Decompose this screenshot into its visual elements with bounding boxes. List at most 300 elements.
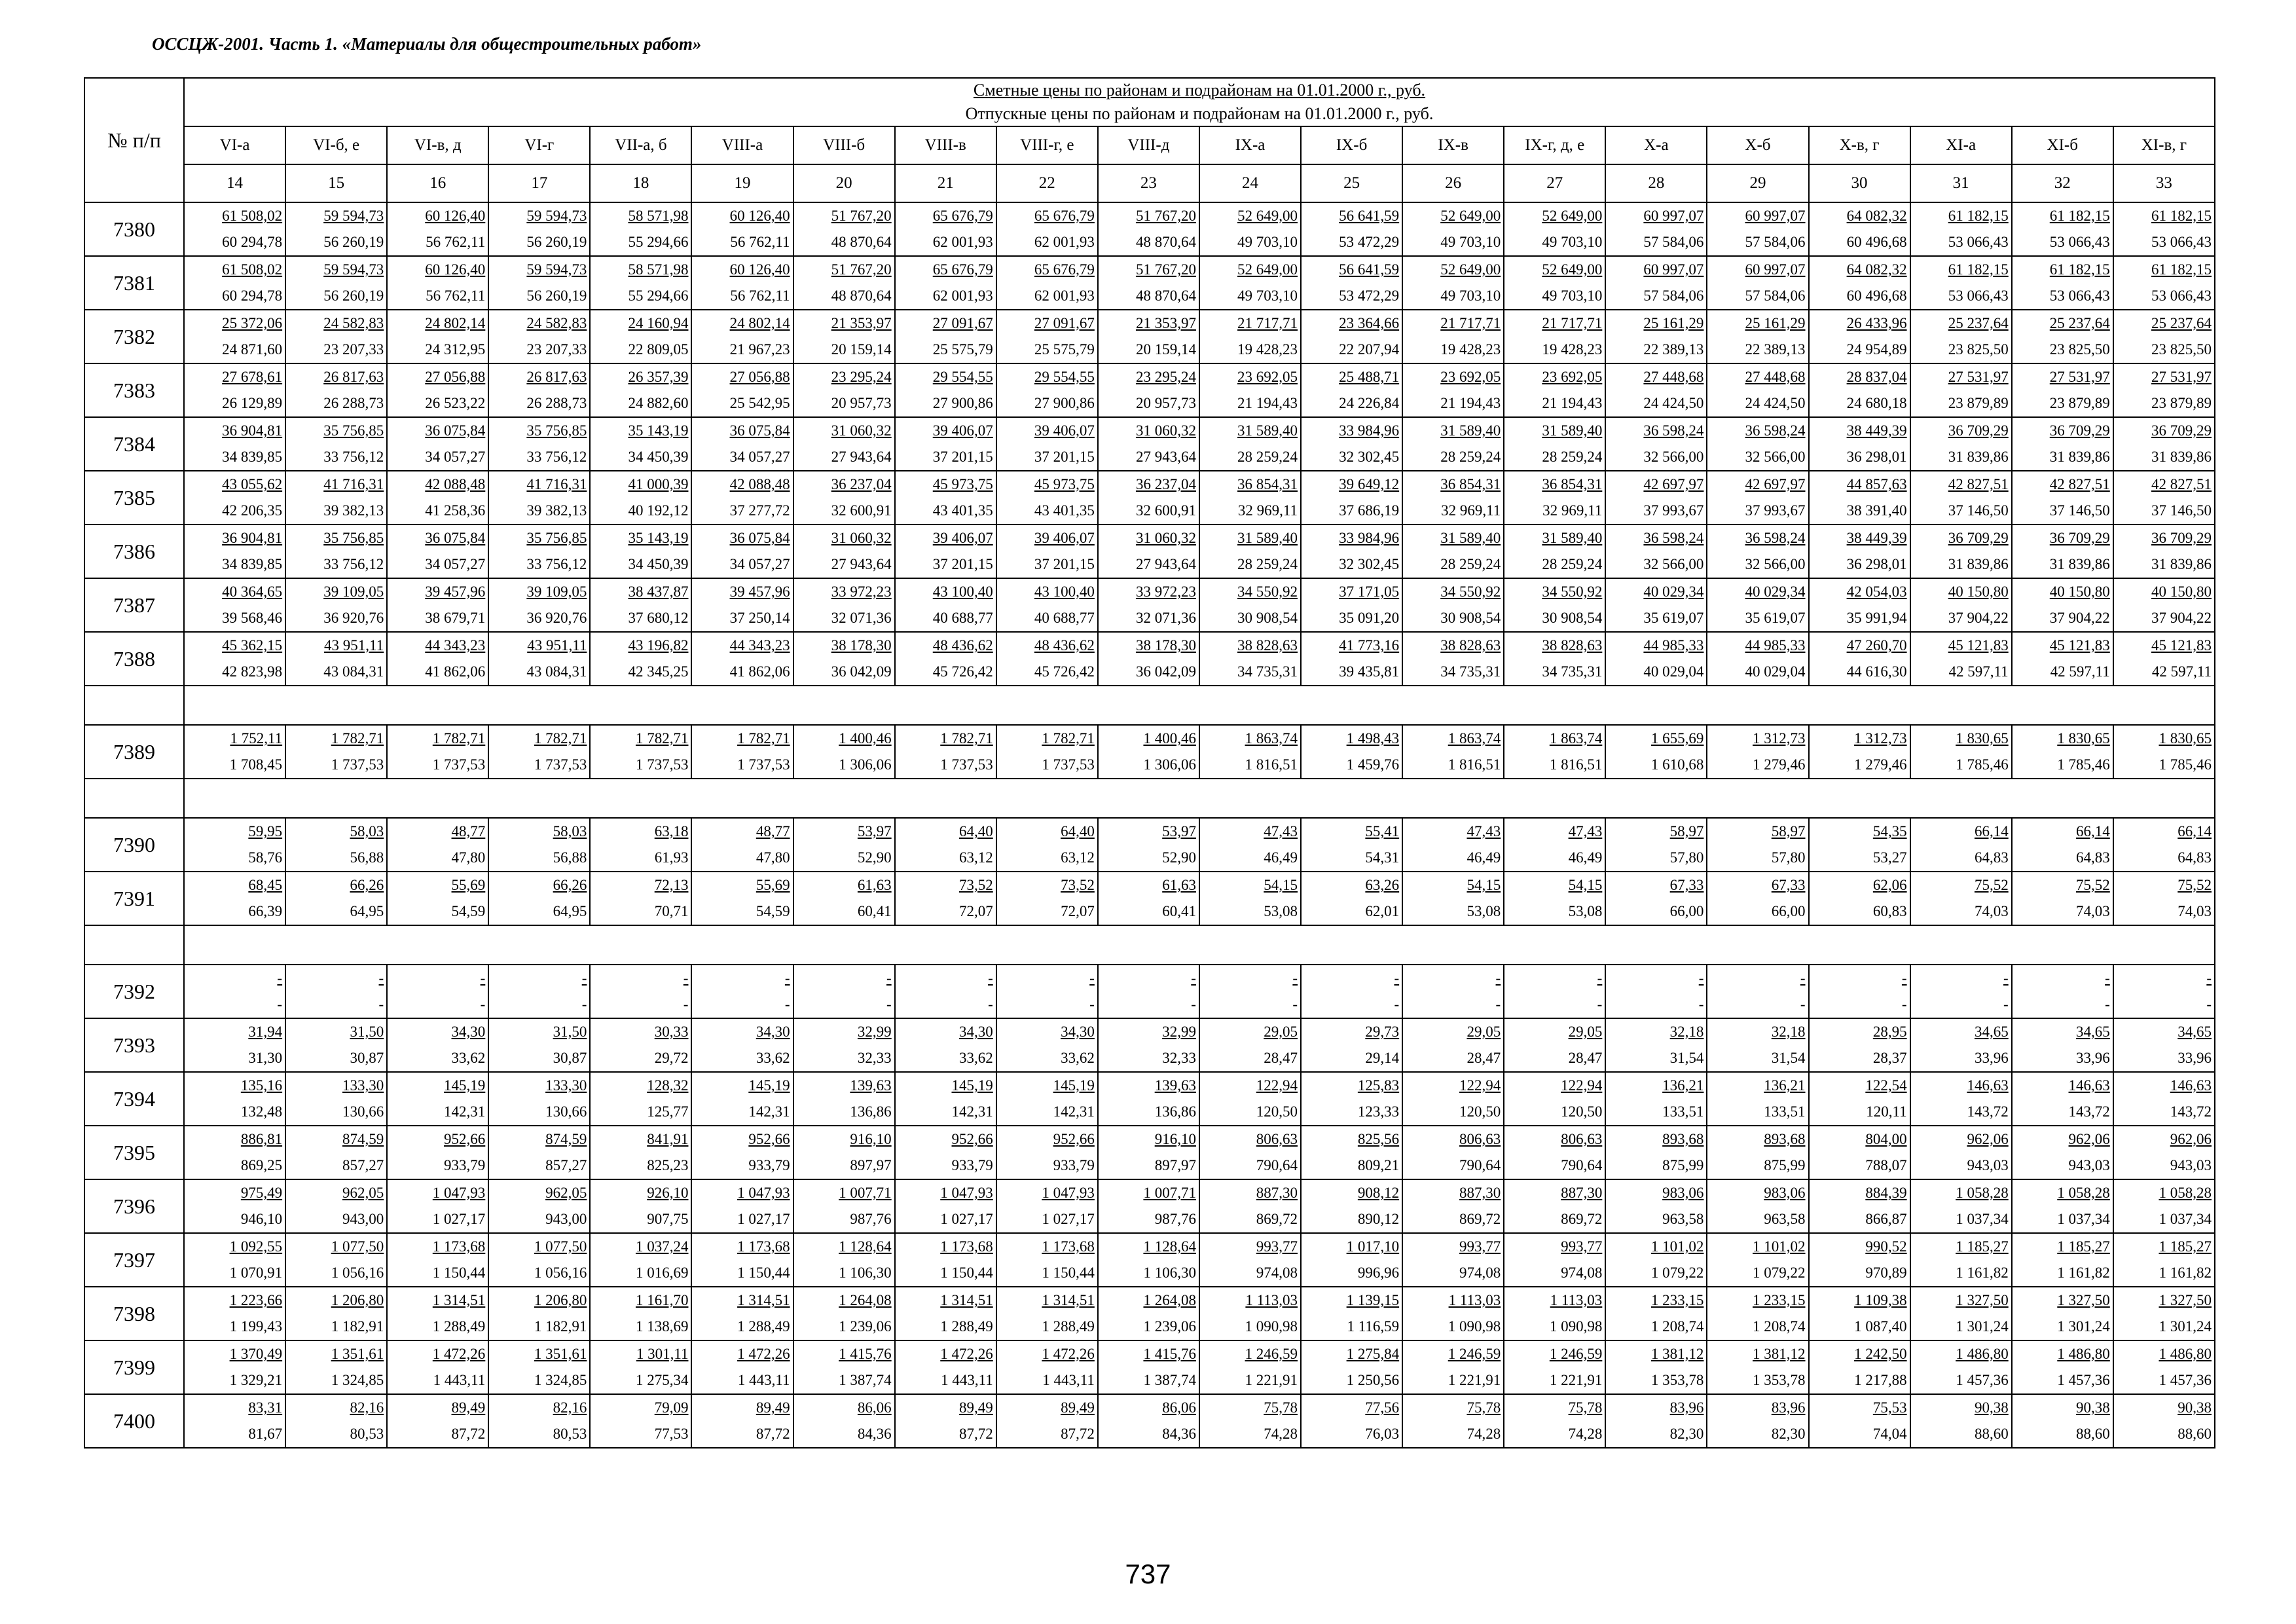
estimate-price: 806,63 (1561, 1131, 1603, 1147)
price-cell (1910, 1340, 2012, 1394)
price-cell (1605, 632, 1707, 686)
release-price: 49 703,10 (1237, 234, 1298, 250)
estimate-price: 32,99 (857, 1024, 892, 1040)
price-cell (2012, 202, 2113, 256)
release-price: 23 207,33 (526, 341, 587, 358)
table-row (84, 1072, 2215, 1126)
price-cell (1809, 1018, 1910, 1072)
estimate-price: 51 767,20 (1135, 208, 1196, 224)
table-row (84, 525, 2215, 578)
estimate-price: 1 312,73 (1753, 730, 1806, 747)
price-cell (1707, 872, 1808, 925)
release-price: 39 568,46 (222, 610, 283, 626)
release-price: - (1292, 996, 1298, 1012)
price-cell (1301, 417, 1402, 471)
estimate-price: 36 904,81 (222, 530, 283, 546)
price-cell (1504, 363, 1605, 417)
estimate-price: 887,30 (1459, 1185, 1501, 1201)
release-price: 1 288,49 (432, 1318, 486, 1335)
release-price: - (277, 996, 283, 1012)
release-price: 74,04 (1872, 1426, 1907, 1442)
release-price: 44 616,30 (1846, 663, 1907, 680)
price-cell (691, 417, 793, 471)
estimate-price: 1 863,74 (1245, 730, 1298, 747)
price-cell (793, 818, 895, 872)
release-price: 123,33 (1357, 1103, 1400, 1120)
estimate-price: 65 676,79 (932, 261, 993, 278)
release-price: 37 904,22 (2049, 610, 2110, 626)
price-cell (691, 363, 793, 417)
price-cell (285, 578, 387, 632)
estimate-price: 1 314,51 (432, 1292, 486, 1308)
price-cell (488, 965, 590, 1018)
estimate-price: 23 295,24 (831, 369, 892, 385)
estimate-price: 31,50 (553, 1024, 587, 1040)
estimate-price: 34,30 (451, 1024, 486, 1040)
price-cell (1098, 1072, 1199, 1126)
release-price: 32 302,45 (1339, 556, 1400, 572)
estimate-price: 1 017,10 (1346, 1238, 1400, 1255)
estimate-price: 1 370,49 (229, 1346, 283, 1362)
release-price: 946,10 (240, 1211, 283, 1227)
estimate-price: - (1191, 970, 1196, 986)
price-cell (1098, 256, 1199, 310)
price-cell (1910, 202, 2012, 256)
release-price: 37 277,72 (729, 502, 790, 519)
estimate-price: 1 400,46 (1143, 730, 1196, 747)
release-price: 1 737,53 (635, 756, 689, 773)
release-price: 33,62 (451, 1050, 486, 1066)
price-cell (895, 965, 996, 1018)
price-cell (691, 965, 793, 1018)
price-cell (1301, 202, 1402, 256)
estimate-price: 34,65 (2178, 1024, 2212, 1040)
estimate-price: 133,30 (545, 1077, 587, 1094)
estimate-price: 990,52 (1865, 1238, 1907, 1255)
column-number: 16 (387, 164, 488, 202)
estimate-price: 47,43 (1467, 823, 1501, 840)
table-row (84, 872, 2215, 925)
estimate-price: 60 997,07 (1643, 208, 1704, 224)
estimate-price: 1 092,55 (229, 1238, 283, 1255)
price-cell (285, 525, 387, 578)
estimate-price: 41 716,31 (526, 476, 587, 492)
estimate-price: 61 508,02 (222, 261, 283, 278)
estimate-price: 31 589,40 (1440, 530, 1501, 546)
release-price: 1 106,30 (1143, 1264, 1196, 1281)
price-cell (285, 1394, 387, 1448)
price-cell (1605, 1394, 1707, 1448)
release-price: 57 584,06 (1745, 287, 1806, 304)
price-cell (793, 632, 895, 686)
estimate-price: 1 327,50 (2057, 1292, 2110, 1308)
price-cell (1301, 256, 1402, 310)
price-cell (996, 1394, 1098, 1448)
price-cell (1402, 202, 1504, 256)
estimate-price: 136,21 (1764, 1077, 1806, 1094)
price-cell (1707, 1179, 1808, 1233)
estimate-price: 47 260,70 (1846, 637, 1907, 654)
estimate-price: 58,03 (553, 823, 587, 840)
estimate-price: 23 364,66 (1339, 315, 1400, 331)
price-cell (1301, 1126, 1402, 1179)
release-price: 897,97 (850, 1157, 892, 1173)
price-cell (488, 471, 590, 525)
estimate-price: 1 223,66 (229, 1292, 283, 1308)
estimate-price: 27 678,61 (222, 369, 283, 385)
estimate-price: 38 828,63 (1237, 637, 1298, 654)
release-price: 28 259,24 (1440, 556, 1501, 572)
estimate-price: 89,49 (1061, 1399, 1095, 1416)
row-number: 7398 (84, 1287, 184, 1340)
release-price: 1 217,88 (1854, 1372, 1907, 1388)
estimate-price: 63,18 (654, 823, 689, 840)
estimate-price: 41 000,39 (628, 476, 689, 492)
price-cell (895, 872, 996, 925)
estimate-price: 1 173,68 (940, 1238, 993, 1255)
release-price: 39 382,13 (323, 502, 384, 519)
estimate-price: 90,38 (2178, 1399, 2212, 1416)
price-cell (488, 310, 590, 363)
price-cell (590, 525, 691, 578)
estimate-price: 1 113,03 (1550, 1292, 1603, 1308)
release-price: 23 879,89 (1948, 395, 2009, 411)
release-price: 34 735,31 (1542, 663, 1603, 680)
estimate-price: 36 709,29 (2049, 422, 2110, 439)
release-price: 56 762,11 (730, 234, 790, 250)
price-cell (1504, 725, 1605, 779)
release-price: 33 756,12 (323, 449, 384, 465)
release-price: 28 259,24 (1237, 556, 1298, 572)
estimate-price: 122,94 (1459, 1077, 1501, 1094)
release-price: 40 688,77 (932, 610, 993, 626)
release-price: 56,88 (553, 849, 587, 866)
release-price: 52,90 (1162, 849, 1196, 866)
region-header: X-б (1707, 126, 1808, 164)
release-price: - (378, 996, 384, 1012)
column-number: 29 (1707, 164, 1808, 202)
release-price: 23 207,33 (323, 341, 384, 358)
release-price: 1 279,46 (1854, 756, 1907, 773)
release-price: 1 150,44 (432, 1264, 486, 1281)
release-price: 53 472,29 (1339, 234, 1400, 250)
release-price: 1 329,21 (229, 1372, 283, 1388)
release-price: 47,80 (756, 849, 790, 866)
release-price: 1 387,74 (1143, 1372, 1196, 1388)
estimate-price: 83,31 (248, 1399, 283, 1416)
estimate-price: 21 717,71 (1542, 315, 1603, 331)
table-row (84, 1394, 2215, 1448)
release-price: 48 870,64 (831, 287, 892, 304)
price-cell (184, 872, 285, 925)
price-cell (285, 310, 387, 363)
price-cell (2113, 1287, 2215, 1340)
estimate-price: 34,30 (959, 1024, 993, 1040)
estimate-price: 38 828,63 (1542, 637, 1603, 654)
price-cell (1504, 417, 1605, 471)
estimate-price: 39 406,07 (1034, 530, 1095, 546)
release-price: 26 523,22 (425, 395, 486, 411)
column-number: 28 (1605, 164, 1707, 202)
estimate-price: 1 101,02 (1753, 1238, 1806, 1255)
price-cell (590, 965, 691, 1018)
price-cell (996, 1126, 1098, 1179)
estimate-price: 42 088,48 (425, 476, 486, 492)
release-price: 37 250,14 (729, 610, 790, 626)
release-price: 88,60 (2076, 1426, 2110, 1442)
price-cell (1605, 818, 1707, 872)
release-price: 1 056,16 (331, 1264, 384, 1281)
price-cell (793, 1072, 895, 1126)
region-header: IX-б (1301, 126, 1402, 164)
release-price: 40 192,12 (628, 502, 689, 519)
price-cell (1809, 1340, 1910, 1394)
release-price: 33 756,12 (526, 556, 587, 572)
estimate-price: 1 314,51 (1042, 1292, 1095, 1308)
price-cell (387, 632, 488, 686)
estimate-price: 90,38 (1974, 1399, 2009, 1416)
estimate-price: 25 237,64 (2049, 315, 2110, 331)
price-cell (387, 1072, 488, 1126)
estimate-price: 44 343,23 (729, 637, 790, 654)
release-price: 34 057,27 (729, 449, 790, 465)
estimate-price: 31 589,40 (1237, 422, 1298, 439)
price-cell (1809, 872, 1910, 925)
price-cell (1910, 1126, 2012, 1179)
price-cell (590, 1233, 691, 1287)
price-cell (1098, 1233, 1199, 1287)
release-price: 1 138,69 (635, 1318, 689, 1335)
price-cell (488, 818, 590, 872)
release-price: 37 680,12 (628, 610, 689, 626)
estimate-price: 75,52 (1974, 877, 2009, 893)
release-price: 143,72 (2068, 1103, 2110, 1120)
release-price: 23 825,50 (1948, 341, 2009, 358)
price-cell (590, 363, 691, 417)
price-cell (1402, 471, 1504, 525)
release-price: 49 703,10 (1542, 287, 1603, 304)
price-cell (590, 202, 691, 256)
estimate-price: 27 531,97 (2151, 369, 2212, 385)
row-number: 7382 (84, 310, 184, 363)
estimate-price: 54,15 (1264, 877, 1298, 893)
row-number: 7390 (84, 818, 184, 872)
release-price: 142,31 (951, 1103, 993, 1120)
price-cell (793, 578, 895, 632)
column-number: 23 (1098, 164, 1199, 202)
release-price: 1 150,44 (1042, 1264, 1095, 1281)
release-price: 24 226,84 (1339, 395, 1400, 411)
price-cell (996, 725, 1098, 779)
release-price: 46,49 (1568, 849, 1603, 866)
price-cell (1098, 310, 1199, 363)
estimate-price: 21 353,97 (831, 315, 892, 331)
release-price: 1 161,82 (1956, 1264, 2009, 1281)
release-price: 1 239,06 (839, 1318, 892, 1335)
release-price: 38 391,40 (1846, 502, 1907, 519)
release-price: 1 737,53 (1042, 756, 1095, 773)
release-price: 34 057,27 (425, 449, 486, 465)
estimate-price: 38 828,63 (1440, 637, 1501, 654)
release-price: 120,50 (1459, 1103, 1501, 1120)
estimate-price: 40 150,80 (1948, 583, 2009, 600)
estimate-price: 61 182,15 (2151, 261, 2212, 278)
release-price: 120,50 (1561, 1103, 1603, 1120)
estimate-price: 60 997,07 (1643, 261, 1704, 278)
release-price: 35 619,07 (1643, 610, 1704, 626)
estimate-price: 24 582,83 (323, 315, 384, 331)
estimate-price: 1 185,27 (2159, 1238, 2212, 1255)
release-price: 62 001,93 (1034, 287, 1095, 304)
release-price: 64,83 (2076, 849, 2110, 866)
estimate-price: 1 830,65 (2057, 730, 2110, 747)
price-cell (285, 256, 387, 310)
release-price: 26 288,73 (323, 395, 384, 411)
price-cell (1098, 872, 1199, 925)
release-price: 1 239,06 (1143, 1318, 1196, 1335)
estimate-price: 25 237,64 (2151, 315, 2212, 331)
column-number: 14 (184, 164, 285, 202)
price-cell (1605, 965, 1707, 1018)
release-price: 82,30 (1771, 1426, 1806, 1442)
price-cell (895, 1394, 996, 1448)
release-price: 1 457,36 (2159, 1372, 2212, 1388)
estimate-price: 36 709,29 (1948, 530, 2009, 546)
estimate-price: 51 767,20 (831, 208, 892, 224)
release-price: 53 066,43 (1948, 234, 2009, 250)
estimate-price: 86,06 (857, 1399, 892, 1416)
estimate-price: 42 054,03 (1846, 583, 1907, 600)
price-cell (387, 471, 488, 525)
release-price: - (2003, 996, 2009, 1012)
price-cell (1605, 471, 1707, 525)
release-price: 84,36 (1162, 1426, 1196, 1442)
price-cell (1910, 471, 2012, 525)
price-cell (996, 525, 1098, 578)
release-price: 41 258,36 (425, 502, 486, 519)
release-price: 55 294,66 (628, 287, 689, 304)
release-price: 1 221,91 (1448, 1372, 1501, 1388)
price-cell (387, 256, 488, 310)
release-price: 35 991,94 (1846, 610, 1907, 626)
estimate-price: 1 782,71 (940, 730, 993, 747)
price-cell (1910, 417, 2012, 471)
estimate-price: 61 182,15 (1948, 261, 2009, 278)
release-price: 28 259,24 (1440, 449, 1501, 465)
estimate-price: 39 109,05 (526, 583, 587, 600)
price-cell (387, 872, 488, 925)
price-cell (184, 1126, 285, 1179)
price-cell (1809, 202, 1910, 256)
release-price: 64,95 (350, 903, 384, 919)
release-price: 43 401,35 (932, 502, 993, 519)
estimate-price: 962,05 (342, 1185, 384, 1201)
price-cell (793, 965, 895, 1018)
release-price: 24 680,18 (1846, 395, 1907, 411)
release-price: 1 090,98 (1245, 1318, 1298, 1335)
price-cell (184, 725, 285, 779)
price-cell (1301, 1233, 1402, 1287)
estimate-price: 65 676,79 (1034, 261, 1095, 278)
estimate-price: 887,30 (1561, 1185, 1603, 1201)
estimate-price: 31 589,40 (1440, 422, 1501, 439)
release-price: 25 542,95 (729, 395, 790, 411)
estimate-price: 1 863,74 (1448, 730, 1501, 747)
estimate-price: 31,50 (350, 1024, 384, 1040)
price-cell (1301, 725, 1402, 779)
release-price: 74,03 (2178, 903, 2212, 919)
estimate-price: 21 353,97 (1135, 315, 1196, 331)
price-cell (488, 1287, 590, 1340)
price-cell (1301, 818, 1402, 872)
estimate-price: 56 641,59 (1339, 208, 1400, 224)
price-cell (793, 1287, 895, 1340)
estimate-price: 24 582,83 (526, 315, 587, 331)
estimate-price: 36 709,29 (2151, 530, 2212, 546)
estimate-price: 45 121,83 (1948, 637, 2009, 654)
estimate-price: 59 594,73 (526, 208, 587, 224)
estimate-price: 35 756,85 (526, 422, 587, 439)
price-cell (996, 818, 1098, 872)
release-price: 1 353,78 (1650, 1372, 1704, 1388)
price-cell (793, 256, 895, 310)
release-price: 1 306,06 (1143, 756, 1196, 773)
release-price: 31,54 (1669, 1050, 1704, 1066)
estimate-price: 893,68 (1662, 1131, 1704, 1147)
release-price: 37 201,15 (1034, 449, 1095, 465)
price-cell (1809, 363, 1910, 417)
estimate-price: 44 985,33 (1643, 637, 1704, 654)
release-price: - (886, 996, 892, 1012)
region-header: X-а (1605, 126, 1707, 164)
release-price: 1 708,45 (229, 756, 283, 773)
estimate-price: 1 047,93 (1042, 1185, 1095, 1201)
price-cell (590, 1179, 691, 1233)
price-cell (285, 471, 387, 525)
price-cell (1605, 578, 1707, 632)
estimate-price: 54,15 (1568, 877, 1603, 893)
release-price: 933,79 (444, 1157, 486, 1173)
price-cell (1707, 202, 1808, 256)
table-row (84, 417, 2215, 471)
estimate-price: 36 598,24 (1745, 530, 1806, 546)
estimate-price: 31 060,32 (1135, 422, 1196, 439)
release-price: 43 401,35 (1034, 502, 1095, 519)
estimate-price: 24 160,94 (628, 315, 689, 331)
release-price: 37 686,19 (1339, 502, 1400, 519)
estimate-price: 29,73 (1365, 1024, 1400, 1040)
price-cell (1707, 1340, 1808, 1394)
price-cell (590, 1072, 691, 1126)
price-cell (184, 471, 285, 525)
price-cell (1504, 202, 1605, 256)
estimate-price: 38 437,87 (628, 583, 689, 600)
price-cell (488, 1179, 590, 1233)
price-cell (2113, 1394, 2215, 1448)
price-cell (1402, 1072, 1504, 1126)
estimate-price: - (2003, 970, 2009, 986)
price-cell (1504, 310, 1605, 363)
release-price: - (1495, 996, 1501, 1012)
price-cell (2113, 471, 2215, 525)
price-cell (1504, 1340, 1605, 1394)
price-cell (2113, 363, 2215, 417)
estimate-price: 1 113,03 (1245, 1292, 1298, 1308)
estimate-price: 122,94 (1256, 1077, 1298, 1094)
release-price: - (1394, 996, 1400, 1012)
price-cell (1504, 1233, 1605, 1287)
price-cell (1605, 1287, 1707, 1340)
